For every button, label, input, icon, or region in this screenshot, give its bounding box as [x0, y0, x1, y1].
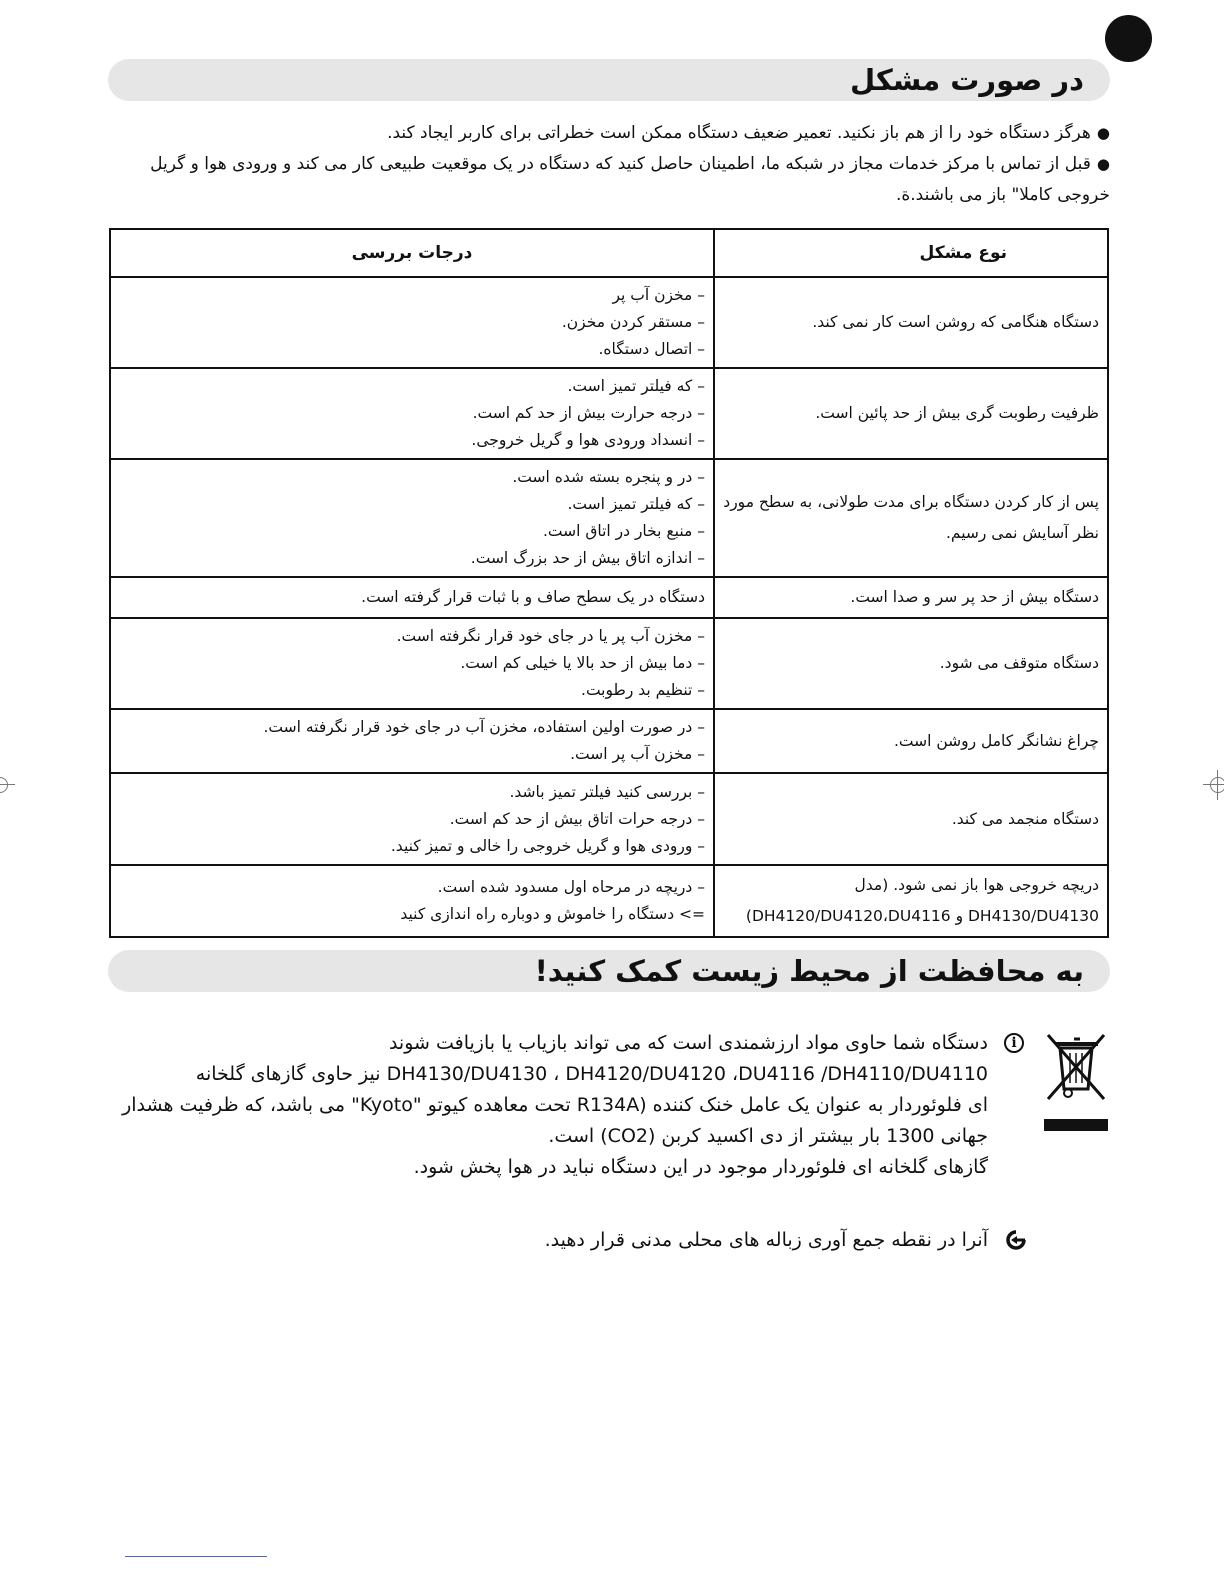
table-row [110, 865, 1108, 937]
env-line: ای فلوئوردار به عنوان یک عامل خنک کننده (R134A تحت معاهده کیوتو "Kyoto" می باشد، که ظرفیت هشدار [122, 1094, 988, 1116]
problem-cell: دستگاه متوقف می شود. [714, 618, 1108, 709]
check-item: – بررسی کنید فیلتر تمیز باشد. [509, 782, 705, 801]
intro-line-text: قبل از تماس با مرکز خدمات مجاز در شبکه ما، اطمینان حاصل کنید که دستگاه در یک موقعیت طبیعی کار می کند و ورودی هوا و گریل خروجی کاملا" باز می باشند.ة. [150, 154, 1110, 205]
check-item: – درجه حرات اتاق بیش از حد کم است. [449, 809, 705, 828]
checks-cell [110, 709, 714, 773]
env-line: گازهای گلخانه ای فلوئوردار موجود در این دستگاه نباید در هوا پخش شود. [413, 1156, 988, 1178]
check-item: – تنظیم بد رطوبت. [581, 681, 705, 699]
problem-cell: چراغ نشانگر کامل روشن است. [714, 709, 1108, 773]
checks-cell [110, 459, 714, 577]
check-item: – انسداد ورودی هوا و گریل خروجی. [471, 431, 705, 449]
table-row [110, 368, 1108, 459]
troubleshooting-table [109, 228, 1109, 938]
check-item: – در و پنجره بسته شده است. [512, 468, 705, 486]
table-row [110, 277, 1108, 368]
problem-line: دریچه خروجی هوا باز نمی شود. (مدل [854, 876, 1099, 894]
registration-mark-left [0, 777, 8, 793]
checks-cell [110, 577, 714, 618]
intro-line-text: هرگز دستگاه خود را از هم باز نکنید. تعمیر ضعیف دستگاه ممکن است خطراتی برای کاربر ایجاد کند. [387, 123, 1091, 143]
checks-cell [110, 277, 714, 368]
bullet-icon: ● [1096, 124, 1110, 142]
troubleshooting-banner [108, 59, 1110, 101]
check-item: – منبع بخار در اتاق است. [542, 522, 705, 540]
problem-cell: ظرفیت رطوبت گری بیش از حد پائین است. [714, 368, 1108, 459]
intro-line [108, 118, 1110, 149]
table-row [110, 773, 1108, 865]
table-row [110, 618, 1108, 709]
table-header-row [110, 229, 1108, 277]
env-line: جهانی 1300 بار بیشتر از دی اکسید کربن (CO2) است. [548, 1125, 988, 1147]
problem-models: DH4130/DU4130 و DH4120/DU4120،DU4116) [745, 907, 1099, 925]
problem-cell: دستگاه هنگامی که روشن است کار نمی کند. [714, 277, 1108, 368]
check-item: – اندازه اتاق بیش از حد بزرگ است. [470, 549, 705, 567]
check-item: – دریچه در مرحاه اول مسدود شده است. [437, 878, 705, 896]
footer-rule [125, 1556, 267, 1557]
check-item: – در صورت اولین استفاده، مخزن آب در جای خود قرار نگرفته است. [263, 718, 705, 736]
check-item: دستگاه در یک سطح صاف و با ثبات قرار گرفته است. [361, 588, 705, 606]
check-item: => دستگاه را خاموش و دوباره راه اندازی کنید [400, 905, 705, 923]
check-item: – مخزن آب پر [612, 286, 705, 304]
header-problem: نوع مشکل [714, 229, 1108, 277]
recycle-arrow-icon [1004, 1228, 1028, 1252]
intro-text [108, 118, 1110, 211]
info-icon: i [1004, 1033, 1024, 1053]
bullet-icon: ● [1096, 155, 1110, 173]
environment-title: به محافظت از محیط زیست کمک کنید! [534, 954, 1084, 988]
troubleshooting-title: در صورت مشکل [849, 63, 1084, 97]
check-item: – مخزن آب پر یا در جای خود قرار نگرفته است. [396, 627, 705, 645]
checks-cell [110, 773, 714, 865]
check-item: – که فیلتر تمیز است. [567, 495, 705, 513]
header-checks: درجات بررسی [110, 229, 714, 277]
environment-paragraph [108, 1028, 988, 1183]
check-item: – دما بیش از حد بالا یا خیلی کم است. [460, 654, 705, 672]
check-item: – ورودی هوا و گریل خروجی را خالی و تمیز کنید. [390, 836, 705, 855]
problem-cell: پس از کار کردن دستگاه برای مدت طولانی، به سطح مورد نظر آسایش نمی رسیم. [714, 459, 1108, 577]
environment-banner [108, 950, 1110, 992]
check-item: – که فیلتر تمیز است. [567, 377, 705, 395]
table-row [110, 459, 1108, 577]
env-line: دستگاه شما حاوی مواد ارزشمندی است که می تواند بازیاب یا بازیافت شوند [388, 1032, 988, 1054]
check-item: – اتصال دستگاه. [598, 340, 705, 358]
problem-cell: دستگاه منجمد می کند. [714, 773, 1108, 865]
checks-cell [110, 865, 714, 937]
checks-cell [110, 368, 714, 459]
registration-mark-right [1210, 777, 1224, 793]
recycle-text: آنرا در نقطه جمع آوری زباله های محلی مدنی قرار دهید. [544, 1229, 988, 1251]
table-row [110, 577, 1108, 618]
table-row [110, 709, 1108, 773]
problem-cell: دستگاه بیش از حد پر سر و صدا است. [714, 577, 1108, 618]
env-line: DH4130/DU4130 ، DH4120/DU4120 ،DU4116 /DH4110/DU4110 نیز حاوی گازهای گلخانه [195, 1063, 988, 1085]
problem-cell [714, 865, 1108, 937]
check-item: – درجه حرارت بیش از حد کم است. [472, 404, 705, 422]
checks-cell [110, 618, 714, 709]
intro-line [108, 149, 1110, 211]
page-marker-dot [1105, 15, 1152, 62]
recycle-instruction [108, 1225, 988, 1256]
check-item: – مستقر کردن مخزن. [561, 313, 705, 331]
crossed-bin-icon [1044, 1033, 1108, 1133]
check-item: – مخزن آب پر است. [570, 745, 705, 763]
